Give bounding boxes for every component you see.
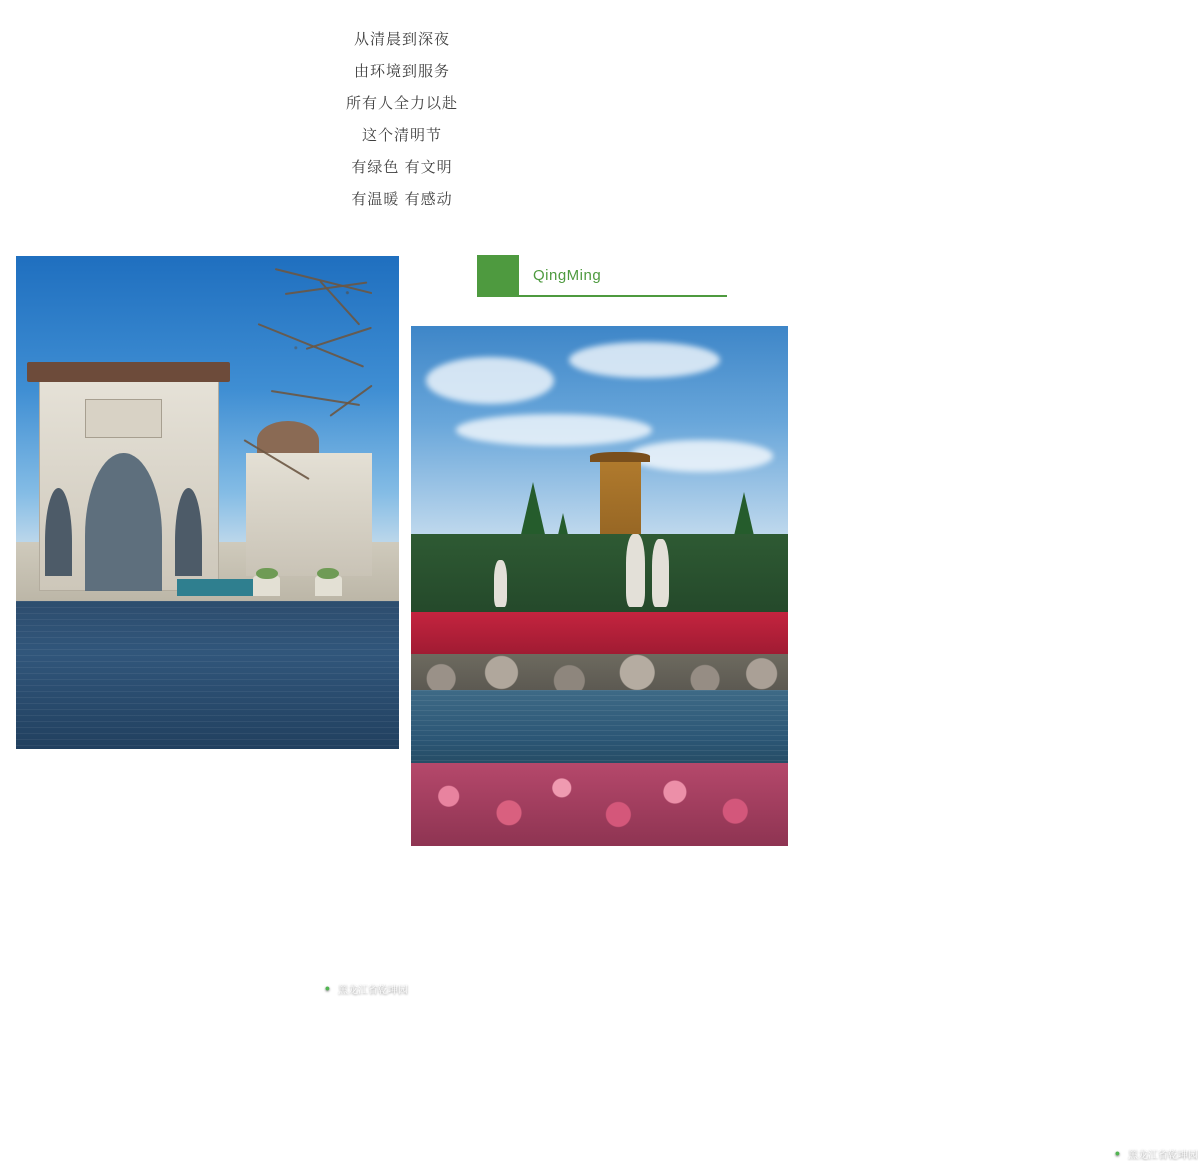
poem-line-2: 由环境到服务	[353, 63, 450, 80]
watermark-right-label: 黑龙江省乾坤园	[1128, 1150, 1198, 1161]
photo-garden	[411, 326, 1198, 1161]
poem-line-1: 从清晨到深夜	[353, 31, 450, 48]
poem-line-5: 有绿色 有文明	[351, 159, 453, 176]
planter-pot-2	[315, 576, 342, 596]
archway-side-opening-left	[45, 488, 72, 577]
photo-gateway	[16, 256, 408, 996]
poem-line-3: 所有人全力以赴	[345, 95, 458, 112]
watermark-left	[321, 981, 408, 996]
poem-line-6: 有温暖 有感动	[351, 191, 453, 208]
bare-tree-branches	[227, 256, 399, 562]
cloud-3	[456, 414, 652, 445]
cloud-4	[630, 440, 773, 471]
rock-border	[411, 654, 788, 696]
pink-flower-foreground	[411, 763, 788, 846]
background-treeline	[411, 534, 788, 617]
poem-line-4: 这个清明节	[361, 127, 442, 144]
statue-right	[652, 539, 669, 607]
garden-pond	[411, 690, 788, 773]
garden-hedge	[177, 579, 261, 596]
heading-underline	[519, 255, 727, 297]
cloud-1	[426, 357, 554, 404]
cloud-2	[569, 342, 720, 378]
reflecting-pool	[16, 601, 399, 749]
archway-plaque	[85, 399, 162, 438]
red-flower-bed	[411, 612, 788, 659]
poem-block	[0, 0, 804, 216]
watermark-right	[1111, 1146, 1198, 1161]
watermark-left-label: 黑龙江省乾坤园	[338, 985, 408, 996]
statue-center	[626, 534, 645, 607]
wechat-badge-icon: ●	[1111, 1147, 1124, 1160]
wechat-badge-icon: ●	[321, 982, 334, 995]
statue-left	[494, 560, 507, 607]
archway-roof	[27, 362, 230, 382]
section-heading-label: QingMing	[533, 266, 602, 284]
planter-pot-1	[253, 576, 280, 596]
green-square-decoration	[477, 255, 519, 297]
section-heading	[477, 255, 727, 297]
